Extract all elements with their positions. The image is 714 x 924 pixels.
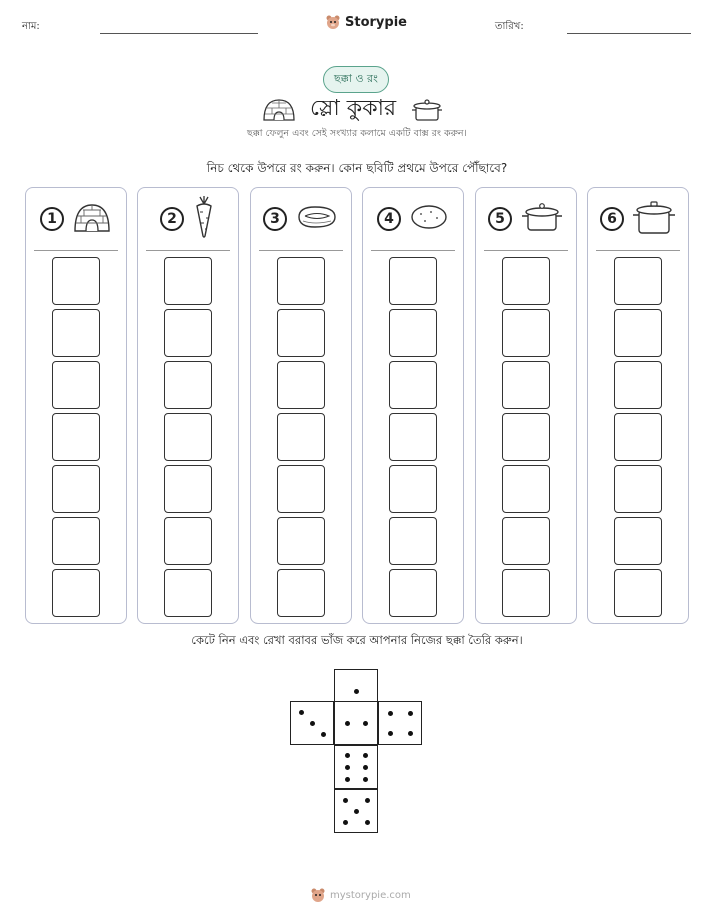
dice-column-2 (137, 187, 239, 624)
dice-column-1 (25, 187, 127, 624)
color-box[interactable] (389, 309, 437, 357)
footer-url: mystorypie.com (330, 889, 411, 901)
color-box[interactable] (614, 361, 662, 409)
footer (310, 887, 411, 903)
column-header (26, 188, 126, 250)
steak-icon (295, 203, 339, 235)
name-line[interactable] (100, 33, 258, 34)
dice-column-4 (362, 187, 464, 624)
die-face-5 (334, 789, 378, 833)
color-box[interactable] (389, 361, 437, 409)
cut-instruction: কেটে নিন এবং রেখা বরাবর ভাঁজ করে আপনার নিজের ছক্কা তৈরি করুন। (191, 633, 523, 647)
color-box[interactable] (614, 257, 662, 305)
color-box[interactable] (164, 413, 212, 461)
column-number: 4 (377, 207, 401, 231)
column-header (476, 188, 576, 250)
brand-name: Storypie (345, 14, 407, 30)
color-box[interactable] (277, 569, 325, 617)
column-divider (371, 250, 455, 251)
pot-icon (520, 201, 564, 237)
column-number: 5 (488, 207, 512, 231)
color-box[interactable] (614, 413, 662, 461)
color-box[interactable] (52, 517, 100, 565)
color-box[interactable] (52, 413, 100, 461)
igloo-icon (262, 98, 296, 122)
color-box[interactable] (614, 309, 662, 357)
color-box[interactable] (614, 569, 662, 617)
color-box[interactable] (277, 517, 325, 565)
column-divider (484, 250, 568, 251)
carrot-icon (192, 196, 216, 242)
dice-column-6 (587, 187, 689, 624)
die-pip (345, 777, 350, 782)
die-pip (408, 711, 413, 716)
die-pip (354, 809, 359, 814)
column-divider (259, 250, 343, 251)
color-box[interactable] (52, 465, 100, 513)
color-box[interactable] (502, 257, 550, 305)
color-box[interactable] (614, 517, 662, 565)
die-pip (363, 777, 368, 782)
die-pip (408, 731, 413, 736)
die-pip (321, 732, 326, 737)
column-number: 3 (263, 207, 287, 231)
die-pip (345, 753, 350, 758)
die-pip (343, 798, 348, 803)
color-box[interactable] (389, 413, 437, 461)
color-box[interactable] (52, 309, 100, 357)
color-box[interactable] (164, 517, 212, 565)
color-box[interactable] (502, 361, 550, 409)
color-box[interactable] (277, 257, 325, 305)
column-divider (34, 250, 118, 251)
die-pip (363, 765, 368, 770)
die-face-4 (378, 701, 422, 745)
color-box[interactable] (502, 517, 550, 565)
color-box[interactable] (52, 257, 100, 305)
color-box[interactable] (164, 361, 212, 409)
date-line[interactable] (567, 33, 691, 34)
column-header (588, 188, 688, 250)
color-box[interactable] (52, 361, 100, 409)
color-box[interactable] (164, 257, 212, 305)
column-header (363, 188, 463, 250)
color-box[interactable] (502, 465, 550, 513)
column-header (251, 188, 351, 250)
die-pip (388, 711, 393, 716)
column-header (138, 188, 238, 250)
page-title-row (262, 91, 444, 128)
color-box[interactable] (277, 413, 325, 461)
die-face-6 (334, 745, 378, 789)
dice-column-5 (475, 187, 577, 624)
die-pip (363, 721, 368, 726)
color-box[interactable] (52, 569, 100, 617)
igloo-icon (72, 201, 112, 237)
die-pip (354, 689, 359, 694)
brand-logo (325, 14, 407, 30)
name-label: নাম: (22, 21, 40, 32)
pot-icon (410, 98, 444, 122)
color-box[interactable] (389, 569, 437, 617)
color-box[interactable] (277, 465, 325, 513)
color-box[interactable] (614, 465, 662, 513)
subtitle: ছক্কা ফেলুন এবং সেই সংখ্যার কলামে একটি বাক্স রং করুন। (247, 128, 467, 139)
potato-icon (409, 203, 449, 235)
color-box[interactable] (502, 309, 550, 357)
die-pip (310, 721, 315, 726)
die-pip (343, 820, 348, 825)
die-pip (365, 798, 370, 803)
color-box[interactable] (164, 465, 212, 513)
die-pip (345, 721, 350, 726)
question: নিচ থেকে উপরে রং করুন। কোন ছবিটি প্রথমে উপরে পৌঁছাবে? (206, 161, 508, 175)
color-box[interactable] (164, 309, 212, 357)
color-box[interactable] (502, 413, 550, 461)
bear-icon (310, 887, 326, 903)
column-number: 2 (160, 207, 184, 231)
die-pip (363, 753, 368, 758)
column-divider (596, 250, 680, 251)
die-pip (388, 731, 393, 736)
die-face-2 (334, 701, 378, 745)
color-box[interactable] (389, 465, 437, 513)
die-face-3 (290, 701, 334, 745)
page-title: স্লো কুকার (310, 96, 397, 121)
color-box[interactable] (277, 309, 325, 357)
date-label: তারিখ: (495, 21, 524, 32)
color-box[interactable] (389, 517, 437, 565)
column-divider (146, 250, 230, 251)
column-number: 6 (600, 207, 624, 231)
color-box[interactable] (164, 569, 212, 617)
color-box[interactable] (277, 361, 325, 409)
activity-tag: ছক্কা ও রং (323, 66, 389, 93)
die-pip (345, 765, 350, 770)
color-box[interactable] (502, 569, 550, 617)
die-pip (365, 820, 370, 825)
bear-icon (325, 14, 341, 30)
die-pip (299, 710, 304, 715)
stock-pot-icon (632, 198, 676, 240)
color-box[interactable] (389, 257, 437, 305)
column-number: 1 (40, 207, 64, 231)
dice-column-3 (250, 187, 352, 624)
